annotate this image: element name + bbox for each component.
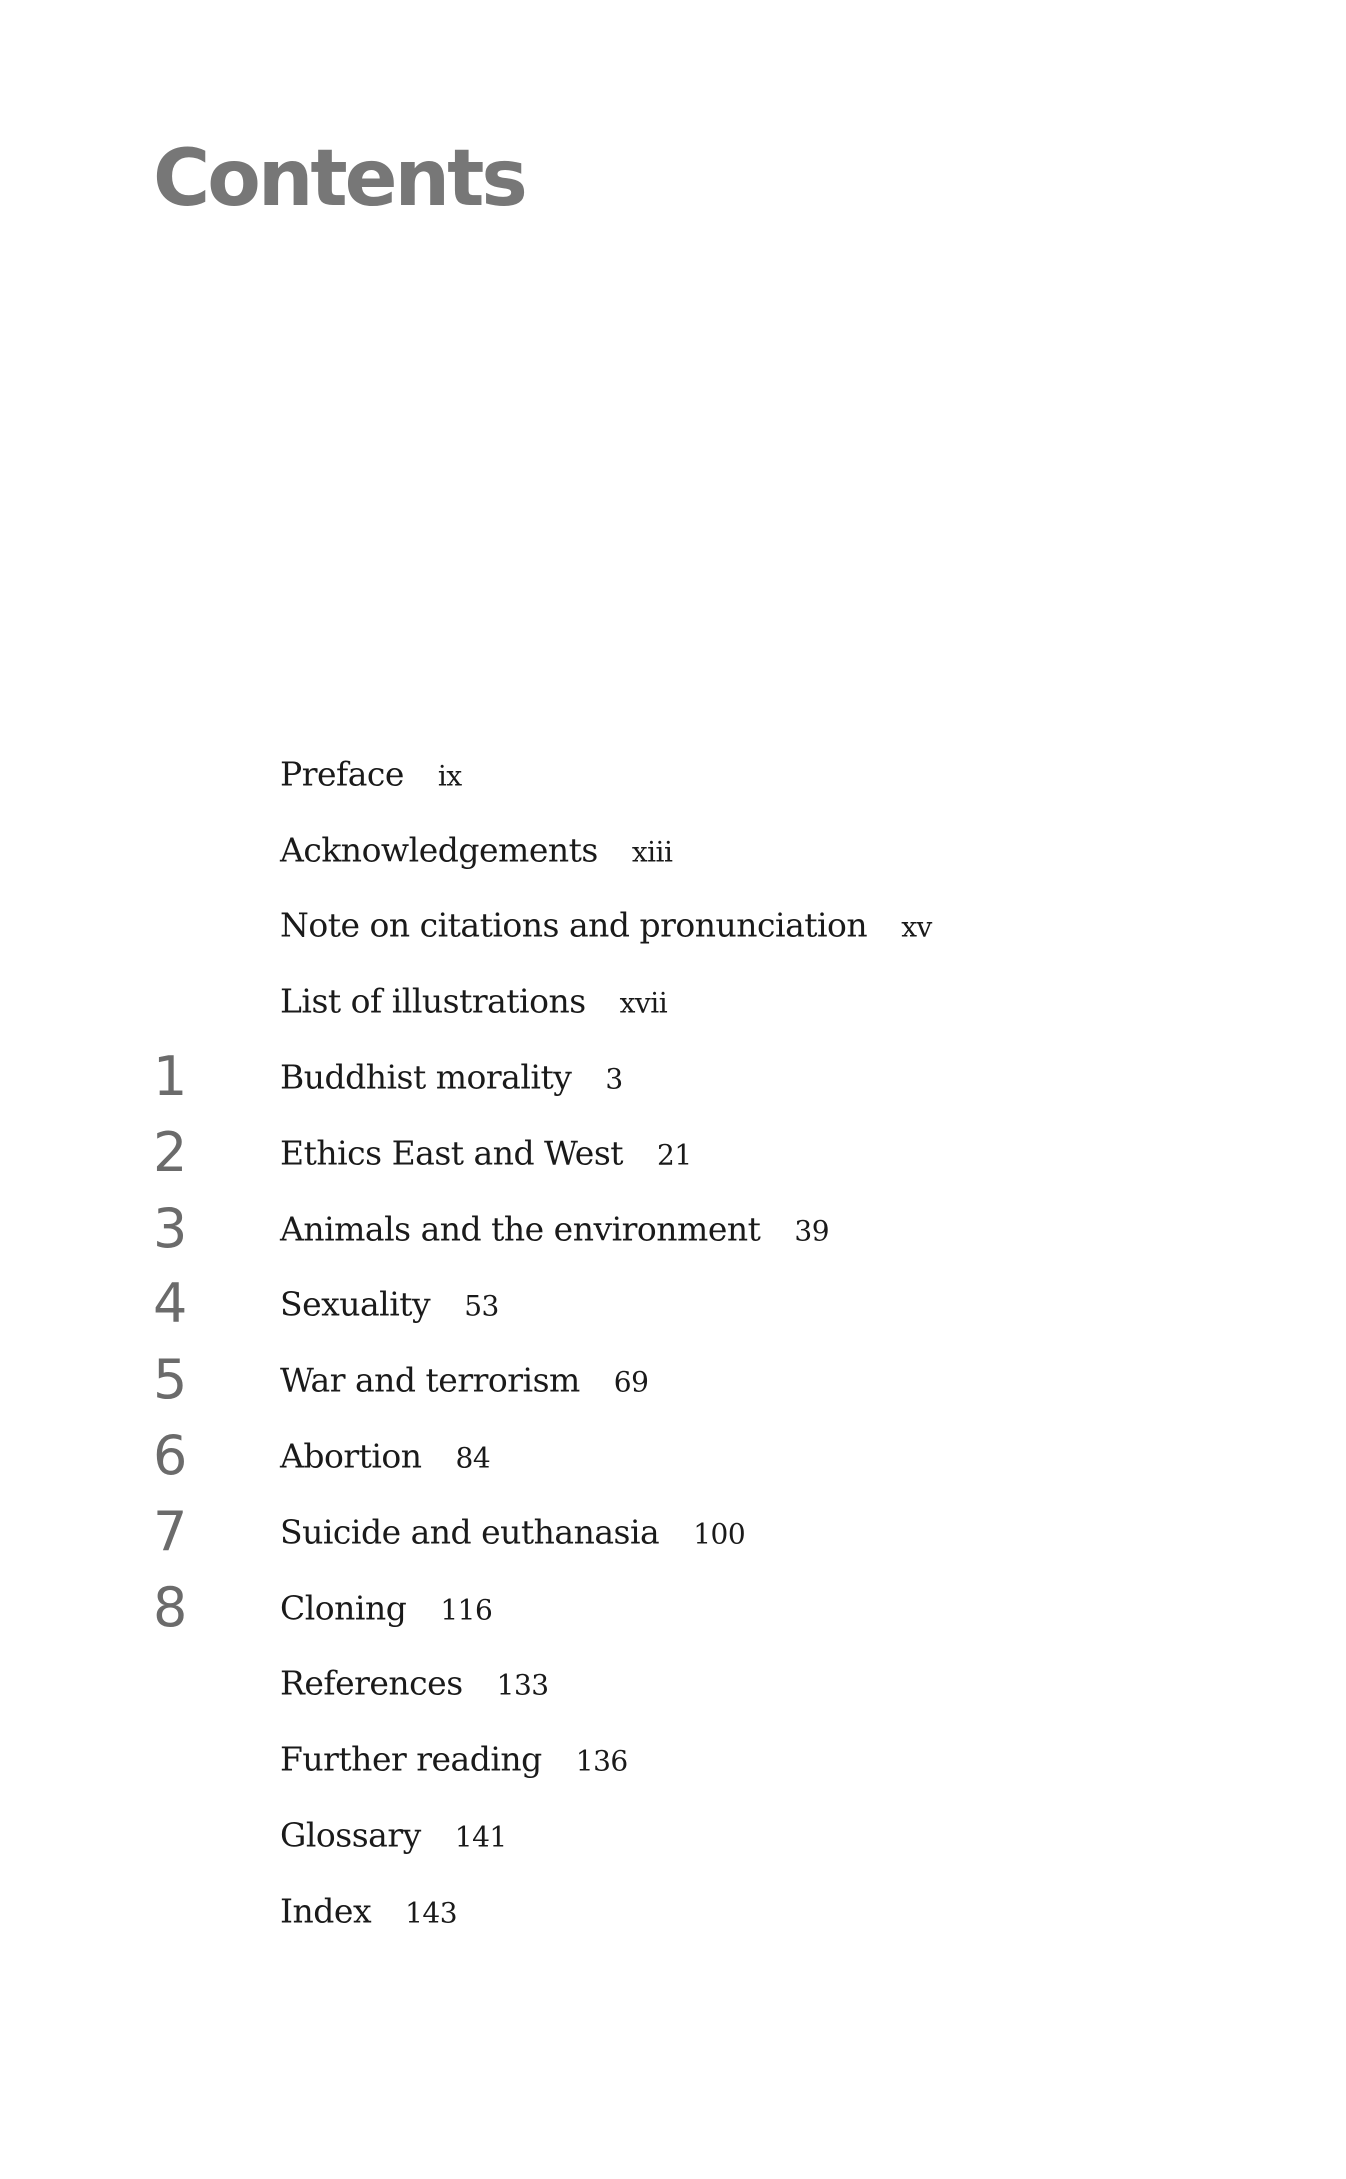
entry-page-number: 39 (794, 1214, 830, 1248)
toc-entry[interactable] (0, 1873, 1346, 1949)
toc-entry[interactable] (0, 1418, 1346, 1494)
entry-title[interactable]: Note on citations and pronunciation (280, 905, 868, 945)
entry-page-number: 143 (405, 1896, 458, 1930)
toc-entry[interactable] (0, 1494, 1346, 1570)
chapter-number: 7 (153, 1499, 188, 1563)
entry-title[interactable]: Glossary (280, 1815, 421, 1855)
entry-page-number: xv (901, 910, 932, 944)
toc-entry[interactable] (0, 1570, 1346, 1646)
chapter-number: 2 (153, 1120, 188, 1184)
entry-page-number: xiii (631, 835, 673, 869)
entry-title[interactable]: Buddhist morality (280, 1057, 572, 1097)
page-title: Contents (153, 134, 525, 224)
entry-title[interactable]: Preface (280, 754, 404, 794)
entry-title[interactable]: References (280, 1663, 463, 1703)
toc-entry[interactable] (0, 1191, 1346, 1267)
entry-page-number: 141 (454, 1820, 507, 1854)
entry-page-number: 136 (575, 1744, 628, 1778)
entry-title[interactable]: List of illustrations (280, 981, 586, 1021)
entry-page-number: 21 (657, 1138, 692, 1172)
entry-page-number: ix (437, 759, 462, 793)
chapter-number: 5 (153, 1348, 188, 1412)
entry-page-number: 3 (605, 1062, 623, 1096)
chapter-number: 3 (153, 1196, 188, 1260)
toc-entry[interactable] (0, 1115, 1346, 1191)
entry-title[interactable]: Acknowledgements (280, 830, 598, 870)
entry-title[interactable]: Cloning (280, 1588, 407, 1628)
toc-entry[interactable] (0, 1267, 1346, 1343)
chapter-number: 4 (153, 1272, 188, 1336)
entry-title[interactable]: Ethics East and West (280, 1133, 624, 1173)
chapter-number: 6 (153, 1424, 188, 1488)
entry-title[interactable]: Index (280, 1891, 372, 1931)
entry-title[interactable]: Suicide and euthanasia (280, 1512, 660, 1552)
entry-title[interactable]: Further reading (280, 1739, 542, 1779)
toc-entry[interactable] (0, 1797, 1346, 1873)
entry-page-number: xvii (619, 986, 668, 1020)
entry-page-number: 116 (440, 1593, 493, 1627)
toc-entry[interactable] (0, 736, 1346, 812)
toc-entry[interactable] (0, 1342, 1346, 1418)
toc-entry[interactable] (0, 888, 1346, 964)
entry-title[interactable]: Sexuality (280, 1284, 431, 1324)
entry-title[interactable]: Abortion (280, 1436, 422, 1476)
entry-page-number: 133 (496, 1668, 549, 1702)
entry-page-number: 100 (693, 1517, 746, 1551)
toc-entry[interactable] (0, 812, 1346, 888)
table-of-contents (0, 736, 1346, 1949)
chapter-number: 1 (153, 1045, 188, 1109)
toc-entry[interactable] (0, 1039, 1346, 1115)
entry-title[interactable]: Animals and the environment (280, 1209, 761, 1249)
entry-title[interactable]: War and terrorism (280, 1360, 580, 1400)
entry-page-number: 69 (613, 1365, 649, 1399)
entry-page-number: 84 (455, 1441, 491, 1475)
entry-page-number: 53 (464, 1289, 499, 1323)
toc-entry[interactable] (0, 1721, 1346, 1797)
toc-entry[interactable] (0, 963, 1346, 1039)
chapter-number: 8 (153, 1575, 188, 1639)
toc-entry[interactable] (0, 1646, 1346, 1722)
